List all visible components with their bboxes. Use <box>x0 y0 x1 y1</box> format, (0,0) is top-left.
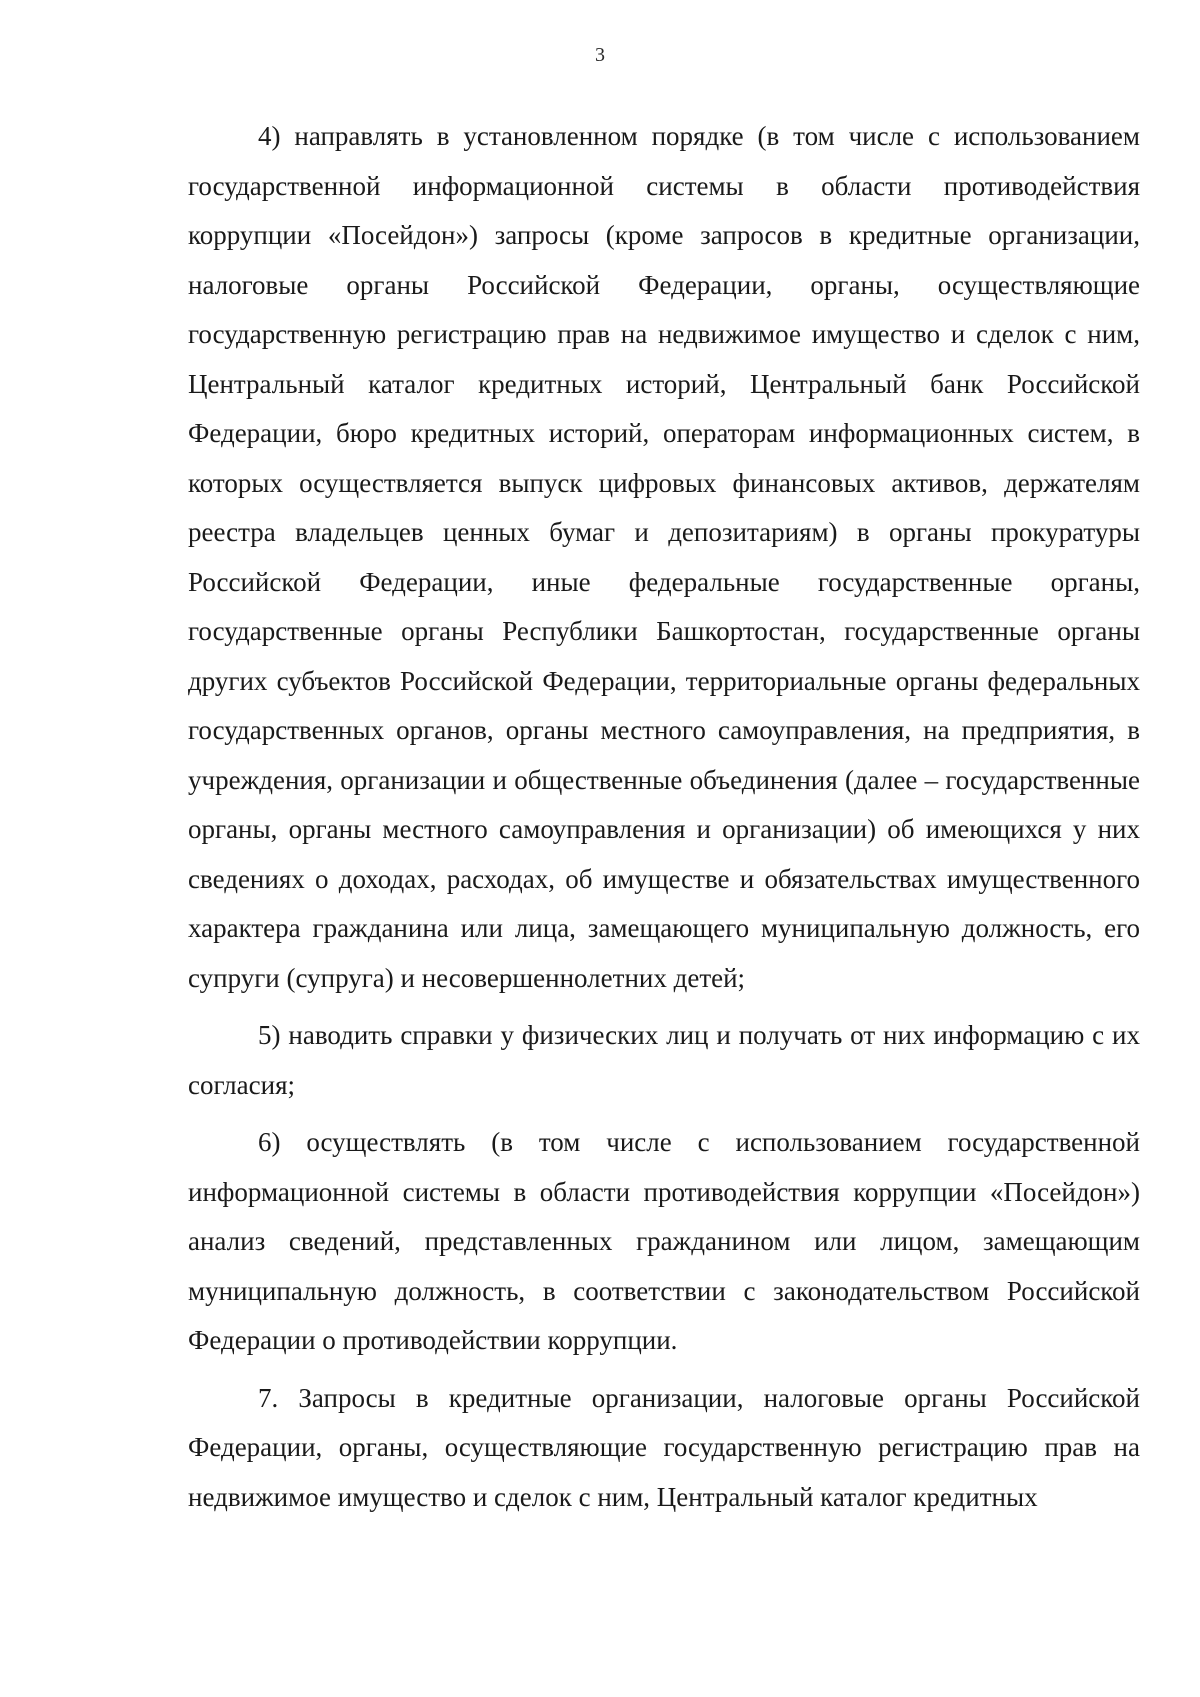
paragraph-section-7: 7. Запросы в кредитные организации, налоговые органы Российской Федерации, органы, осуществляющие государственную регистрацию прав на недвижимое имущество и сделок с ним, Центральный каталог кредитных <box>188 1382 1140 1512</box>
document-body <box>188 112 1140 1530</box>
paragraph-item-6: 6) осуществлять (в том числе с использованием государственной информационной системы в области противодействия коррупции «Посейдон») анализ сведений, представленных гражданином или лицом, замещающим муниципальную должность, в соответствии с законодательством Российской Федерации о противодействии коррупции. <box>188 1127 1140 1355</box>
page-number: 3 <box>595 44 605 66</box>
paragraph-item-4: 4) направлять в установленном порядке (в том числе с использованием государственной информационной системы в области противодействия коррупции «Посейдон») запросы (кроме запросов в кредитные организации, налоговые органы Российской Федерации, органы, осуществляющие государственную регистрацию прав на недвижимое имущество и сделок с ним, Центральный каталог кредитных историй, Центральный банк Российской Федерации, бюро кредитных историй, операторам информационных систем, в которых осуществляется выпуск цифровых финансовых активов, держателям реестра владельцев ценных бумаг и депозитариям) в органы прокуратуры Российской Федерации, иные федеральные государственные органы, государственные органы Республики Башкортостан, государственные органы других субъектов Российской Федерации, территориальные органы федеральных государственных органов, органы местного самоуправления, на предприятия, в учреждения, организации и общественные объединения (далее – государственные органы, органы местного самоуправления и организации) об имеющихся у них сведениях о доходах, расходах, об имуществе и обязательствах имущественного характера гражданина или лица, замещающего муниципальную должность, его супруги (супруга) и несовершеннолетних детей; <box>188 121 1140 993</box>
paragraph-item-5: 5) наводить справки у физических лиц и получать от них информацию с их согласия; <box>188 1020 1140 1100</box>
